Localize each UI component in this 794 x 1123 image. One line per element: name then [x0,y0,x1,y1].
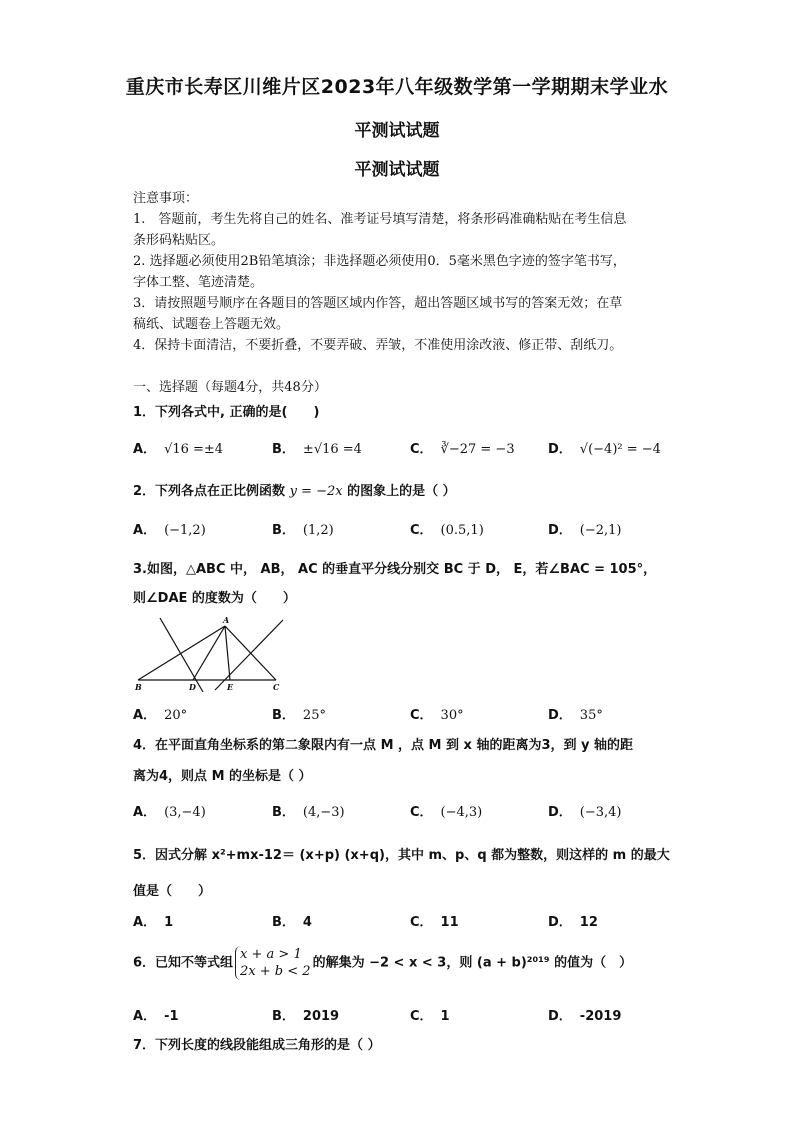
option-text: (3,−4) [164,805,206,820]
option-text: (1,2) [302,523,334,538]
q1-option-d [548,438,661,457]
option-label: D． [548,708,572,723]
q2-stem-prefix: 2．下列各点在正比例函数 [133,484,286,499]
q2-option-a [133,519,206,538]
q6-prefix: 6．已知不等式组 [133,955,234,971]
triangle-figure [133,614,285,692]
option-text: 20° [164,708,188,723]
q3-stem-line-2: 则∠DAE 的度数为（ ） [133,591,296,606]
q5-option-b [272,911,312,930]
option-label: A． [133,523,157,538]
option-text: 30° [440,708,464,723]
label-b: B [135,682,142,692]
option-text: 2019 [302,1009,340,1024]
q2-stem-suffix: 的图象上的是（ ） [347,484,456,499]
note-2-line-2: 字体工整、笔迹清楚。 [133,275,264,290]
q3-option-a [133,704,187,723]
segment-ab [138,626,225,680]
segment-ad [193,626,225,680]
option-label: C． [410,915,433,930]
note-1-line-1: 1. 答题前，考生先将自己的姓名、准考证号填写清楚，将条形码准确粘贴在考生信息 [133,212,627,227]
document-subtitle-1: 平测试试题 [354,121,440,141]
label-c: C [273,682,280,692]
q6-option-c [410,1005,450,1024]
note-3-line-1: 3．请按照题号顺序在各题目的答题区域内作答，超出答题区域书写的答案无效；在草 [133,296,623,311]
q2-stem [133,480,456,499]
q1-stem: 1．下列各式中, 正确的是( ) [133,405,320,420]
q4-option-d [548,801,622,820]
note-2-line-1: 2. 选择题必须使用2B铅笔填涂；非选择题必须使用0．5毫米黑色字迹的签字笔书写， [133,254,626,269]
option-label: B． [272,442,295,457]
option-label: C． [410,708,433,723]
option-label: A． [133,708,157,723]
option-text: 35° [579,708,603,723]
option-text: 4 [302,915,312,930]
option-label: D． [548,1009,572,1024]
option-text: -2019 [579,1009,622,1024]
q6-stem [133,946,632,980]
option-label: B． [272,708,295,723]
perpendicular-bisector-ab [160,618,203,692]
note-1-line-2: 条形码粘贴区。 [133,233,225,248]
q2-option-c [410,519,484,538]
q4-option-b [272,801,345,820]
option-text: (0.5,1) [440,523,484,538]
q5-stem-line-1: 5．因式分解 x²+mx-12＝ (x+p) (x+q)，其中 m、p、q 都为整数，则这样的 m 的最大 [133,848,670,863]
q3-option-c [410,704,464,723]
document-subtitle-2: 平测试试题 [354,160,440,180]
q6-option-a [133,1005,179,1024]
option-label: B． [272,523,295,538]
option-label: D． [548,805,572,820]
option-text: -1 [164,1009,179,1024]
segment-ae [225,626,230,680]
q4-option-c [410,801,482,820]
option-label: C． [410,805,433,820]
option-text: (−2,1) [579,523,622,538]
notes-heading: 注意事项： [133,191,199,206]
section-heading: 一、选择题（每题4分，共48分） [133,380,327,395]
q1-option-c [410,438,515,457]
q1-option-a [133,438,223,457]
q4-option-a [133,801,206,820]
document-title: 重庆市长寿区川维片区2023年八年级数学第一学期期末学业水 [125,76,669,98]
q3-option-b [272,704,326,723]
q6-option-d [548,1005,621,1024]
q6-option-b [272,1005,339,1024]
option-text: 12 [579,915,598,930]
label-e: E [227,682,234,692]
option-label: D． [548,523,572,538]
note-3-line-2: 稿纸、试题卷上答题无效。 [133,317,290,332]
q1-option-b [272,438,362,457]
inequality-system [235,946,311,980]
option-label: A． [133,915,157,930]
option-text: (−3,4) [579,805,622,820]
label-d: D [189,682,196,692]
q2-stem-math: y = −2x [289,484,343,499]
option-label: C． [410,442,433,457]
option-text: √16 =±4 [164,442,224,457]
option-text: 1 [164,915,174,930]
q3-stem-line-1: 3.如图，△ABC 中， AB， AC 的垂直平分线分别交 BC 于 D， E，若∠BAC = 105°， [133,562,657,577]
option-label: B． [272,915,295,930]
option-text: √(−4)² = −4 [579,442,661,457]
option-label: A． [133,1009,157,1024]
option-text: 25° [302,708,326,723]
option-label: B． [272,1009,295,1024]
option-text: 11 [440,915,459,930]
option-text: (4,−3) [302,805,345,820]
q5-option-a [133,911,173,930]
q2-option-d [548,519,622,538]
option-text: (−1,2) [164,523,206,538]
q5-option-c [410,911,459,930]
option-text: ±√16 =4 [302,442,362,457]
option-label: A． [133,805,157,820]
option-label: D． [548,915,572,930]
option-text: ∛−27 = −3 [440,442,515,457]
q4-stem-line-2: 离为4，则点 M 的坐标是（ ） [133,769,312,784]
note-4: 4．保持卡面清洁，不要折叠，不要弄破、弄皱，不准使用涂改液、修正带、刮纸刀。 [133,338,623,353]
option-label: A． [133,442,157,457]
option-label: D． [548,442,572,457]
q2-option-b [272,519,334,538]
option-label: C． [410,1009,433,1024]
option-label: C． [410,523,433,538]
system-line-2: 2x + b < 2 [240,964,311,979]
q6-suffix: 的解集为 −2 < x < 3，则 (a + b)²⁰¹⁹ 的值为（ ） [312,955,633,971]
system-line-1: x + a > 1 [240,947,302,962]
q5-stem-line-2: 值是（ ） [133,884,212,899]
q3-option-d [548,704,603,723]
label-a: A [223,615,230,625]
q5-option-d [548,911,598,930]
option-text: 1 [440,1009,450,1024]
q7-stem: 7．下列长度的线段能组成三角形的是（ ） [133,1038,381,1053]
option-text: (−4,3) [440,805,483,820]
option-label: B． [272,805,295,820]
q4-stem-line-1: 4．在平面直角坐标系的第二象限内有一点 M ，点 M 到 x 轴的距离为3，到 y 轴的距 [133,738,634,753]
